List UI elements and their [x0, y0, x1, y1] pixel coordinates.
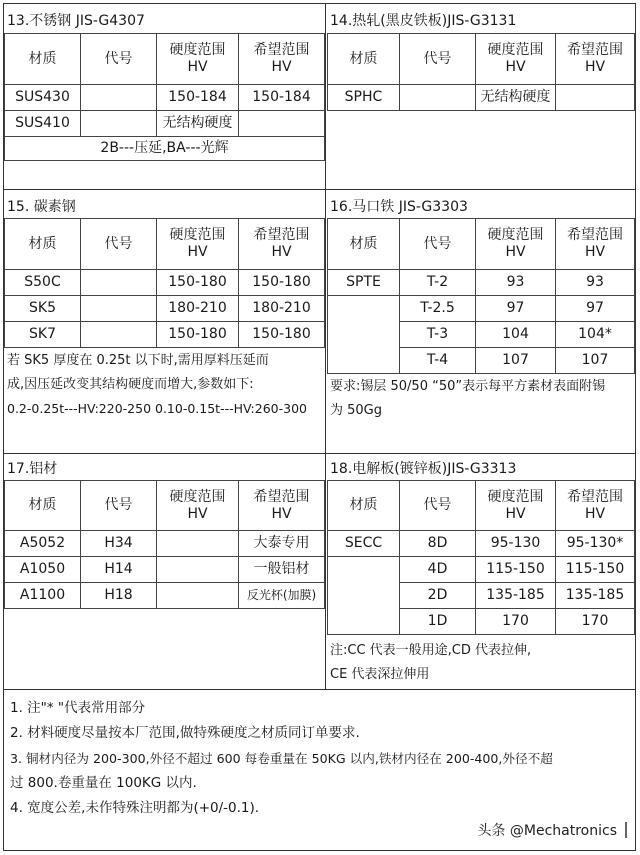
- section-title: 14.热轧(黑皮铁板)JIS-G3131: [330, 13, 517, 29]
- cell: 93: [556, 270, 635, 296]
- cell: T-4: [400, 348, 476, 374]
- header-line: 硬度范围: [169, 488, 226, 505]
- note-line: CE 代表深拉伸用: [330, 667, 430, 682]
- note-text: [330, 639, 531, 687]
- material-spec-sheet: [3, 3, 636, 851]
- cell: SK5: [5, 296, 81, 322]
- cell-material: SPTE: [328, 270, 400, 296]
- header-hardness: [157, 34, 239, 85]
- note-cell: 2B---压延,BA---光辉: [5, 137, 325, 161]
- header-material: 材质: [5, 219, 81, 270]
- cell: 115-150: [556, 557, 635, 583]
- footer-line: 2. 材料硬度尽量按本厂范围,做特殊硬度之材质同订单要求.: [10, 725, 360, 741]
- cell: 2D: [400, 583, 476, 609]
- cell: 180-210: [239, 296, 325, 322]
- cell: SPHC: [328, 85, 400, 111]
- hardness-table: [4, 218, 325, 348]
- note-line: 注:CC 代表一般用途,CD 代表拉伸,: [330, 643, 532, 658]
- header-code: 代号: [400, 34, 476, 85]
- hardness-table: [327, 218, 635, 374]
- header-desired: [556, 481, 635, 531]
- cell: 170: [476, 609, 556, 635]
- cell: A1050: [5, 557, 81, 583]
- cell: 150-184: [239, 85, 325, 111]
- cell: [157, 531, 239, 557]
- header-line: HV: [584, 505, 606, 522]
- cell: 97: [476, 296, 556, 322]
- cell: SUS430: [5, 85, 81, 111]
- note-text: [330, 375, 605, 423]
- cell: [328, 557, 400, 583]
- cell: 107: [556, 348, 635, 374]
- cell: 150-180: [239, 270, 325, 296]
- cell: A5052: [5, 531, 81, 557]
- cell: 180-210: [157, 296, 239, 322]
- cell: 1D: [400, 609, 476, 635]
- cell: A1100: [5, 583, 81, 609]
- cell: T-2: [400, 270, 476, 296]
- cell: [81, 270, 157, 296]
- cell: 95-130: [476, 531, 556, 557]
- header-desired: [556, 34, 635, 85]
- section-13: [4, 4, 324, 189]
- cell: H34: [81, 531, 157, 557]
- header-line: HV: [187, 59, 208, 75]
- cell: [556, 85, 635, 111]
- header-line: 硬度范围: [169, 42, 226, 58]
- cell: 170: [556, 609, 635, 635]
- cell: 4D: [400, 557, 476, 583]
- hardness-table: [4, 33, 325, 161]
- cell: 93: [476, 270, 556, 296]
- divider: [4, 189, 635, 190]
- section-title: 18.电解板(镀锌板)JIS-G3313: [330, 461, 517, 477]
- header-code: 代号: [81, 481, 157, 531]
- header-material: 材质: [328, 481, 400, 531]
- header-hardness: [476, 34, 556, 85]
- header-line: 希望范围: [567, 227, 623, 243]
- header-hardness: [476, 481, 556, 531]
- header-material: 材质: [5, 481, 81, 531]
- note-line: 成,因压延改变其结构硬度而增大,参数如下:: [7, 377, 254, 392]
- cell: [328, 609, 400, 635]
- footer-line: 3. 铜材内径为 200-300,外径不超过 600 每卷重量在 50KG 以内,铁材内径在 200-400,外径不超: [10, 751, 553, 766]
- note-line: 为 50Gg: [330, 403, 383, 418]
- header-line: 希望范围: [253, 227, 310, 243]
- cell: [157, 557, 239, 583]
- cell: T-2.5: [400, 296, 476, 322]
- header-line: HV: [505, 505, 526, 522]
- cell: 150-180: [239, 322, 325, 348]
- header-desired: [239, 481, 325, 531]
- header-hardness: [157, 481, 239, 531]
- cell: [239, 111, 325, 137]
- note-line: 要求:锡层 50/50 “50”表示每平方素材表面附锡: [330, 379, 606, 394]
- header-desired: [556, 219, 635, 270]
- cell: 104*: [556, 322, 635, 348]
- header-code: 代号: [400, 481, 476, 531]
- note-line: 0.2-0.25t---HV:220-250 0.10-0.15t---HV:260-300: [7, 401, 307, 416]
- header-line: HV: [271, 244, 292, 260]
- header-line: HV: [584, 244, 606, 260]
- section-14: [327, 4, 634, 189]
- header-code: 代号: [81, 34, 157, 85]
- watermark-text: 头条 @Mechatronics: [477, 823, 617, 839]
- footer-line: 过 800.卷重量在 100KG 以内.: [10, 775, 197, 791]
- header-line: HV: [187, 505, 208, 522]
- note-line: 若 SK5 厚度在 0.25t 以下时,需用厚料压延而: [7, 353, 269, 368]
- header-line: HV: [505, 59, 526, 75]
- header-line: HV: [271, 505, 292, 522]
- cell: [81, 322, 157, 348]
- cell: SUS410: [5, 111, 81, 137]
- divider: [4, 689, 635, 690]
- section-15: [4, 191, 324, 453]
- header-line: 硬度范围: [169, 227, 226, 243]
- header-line: 希望范围: [567, 42, 623, 58]
- header-line: 硬度范围: [487, 488, 544, 505]
- cell: [400, 85, 476, 111]
- footer-line: 4. 宽度公差,未作特殊注明都为(+0/-0.1).: [10, 800, 260, 816]
- cell: 104: [476, 322, 556, 348]
- header-material: 材质: [328, 219, 400, 270]
- cell: 无结构硬度: [157, 111, 239, 137]
- cell: [81, 85, 157, 111]
- column-divider: [325, 4, 326, 689]
- cell: 150-184: [157, 85, 239, 111]
- header-hardness: [157, 219, 239, 270]
- footer-line: 1. 注"* "代表常用部分: [10, 700, 146, 716]
- section-title: 16.马口铁 JIS-G3303: [330, 199, 468, 215]
- header-line: HV: [584, 59, 606, 75]
- cell: [81, 111, 157, 137]
- cell-material: SECC: [328, 531, 400, 557]
- header-line: HV: [187, 244, 208, 260]
- cell: 一般铝材: [239, 557, 325, 583]
- note-text: [7, 349, 307, 421]
- header-desired: [239, 219, 325, 270]
- header-desired: [239, 34, 325, 85]
- hardness-table: [327, 480, 635, 635]
- cell: [328, 583, 400, 609]
- cell: 135-185: [476, 583, 556, 609]
- cell: 150-180: [157, 322, 239, 348]
- header-hardness: [476, 219, 556, 270]
- header-line: 希望范围: [253, 488, 310, 505]
- header-line: 硬度范围: [487, 42, 544, 58]
- section-18: [327, 455, 634, 689]
- header-material: 材质: [5, 34, 81, 85]
- section-title: 13.不锈钢 JIS-G4307: [7, 13, 145, 29]
- hardness-table: [4, 480, 325, 609]
- cell: 150-180: [157, 270, 239, 296]
- header-code: 代号: [81, 219, 157, 270]
- section-title: 15. 碳素钢: [7, 199, 76, 215]
- cell: [81, 296, 157, 322]
- cell: 95-130*: [556, 531, 635, 557]
- cell: T-3: [400, 322, 476, 348]
- section-17: [4, 455, 324, 689]
- divider: [4, 453, 635, 454]
- header-line: HV: [271, 59, 292, 75]
- cell: H18: [81, 583, 157, 609]
- header-line: 硬度范围: [487, 227, 544, 243]
- cell: H14: [81, 557, 157, 583]
- cell: 115-150: [476, 557, 556, 583]
- header-line: HV: [505, 244, 526, 260]
- header-material: 材质: [328, 34, 400, 85]
- hardness-table: [327, 33, 635, 111]
- section-title: 17.铝材: [7, 461, 58, 477]
- watermark: [477, 820, 627, 840]
- cell: S50C: [5, 270, 81, 296]
- section-16: [327, 191, 634, 453]
- footer-notes: [10, 696, 553, 821]
- cell: 8D: [400, 531, 476, 557]
- cell: 无结构硬度: [476, 85, 556, 111]
- cell: 97: [556, 296, 635, 322]
- cell: [328, 322, 400, 348]
- header-code: 代号: [400, 219, 476, 270]
- header-line: 希望范围: [253, 42, 310, 58]
- cell: 大泰专用: [239, 531, 325, 557]
- cell: 135-185: [556, 583, 635, 609]
- cell: 反光杯(加膜): [239, 583, 325, 609]
- cell: 107: [476, 348, 556, 374]
- cell: SK7: [5, 322, 81, 348]
- cell: [328, 296, 400, 322]
- header-line: 希望范围: [567, 488, 623, 505]
- watermark-bar: [625, 822, 627, 838]
- cell: [328, 348, 400, 374]
- cell: [157, 583, 239, 609]
